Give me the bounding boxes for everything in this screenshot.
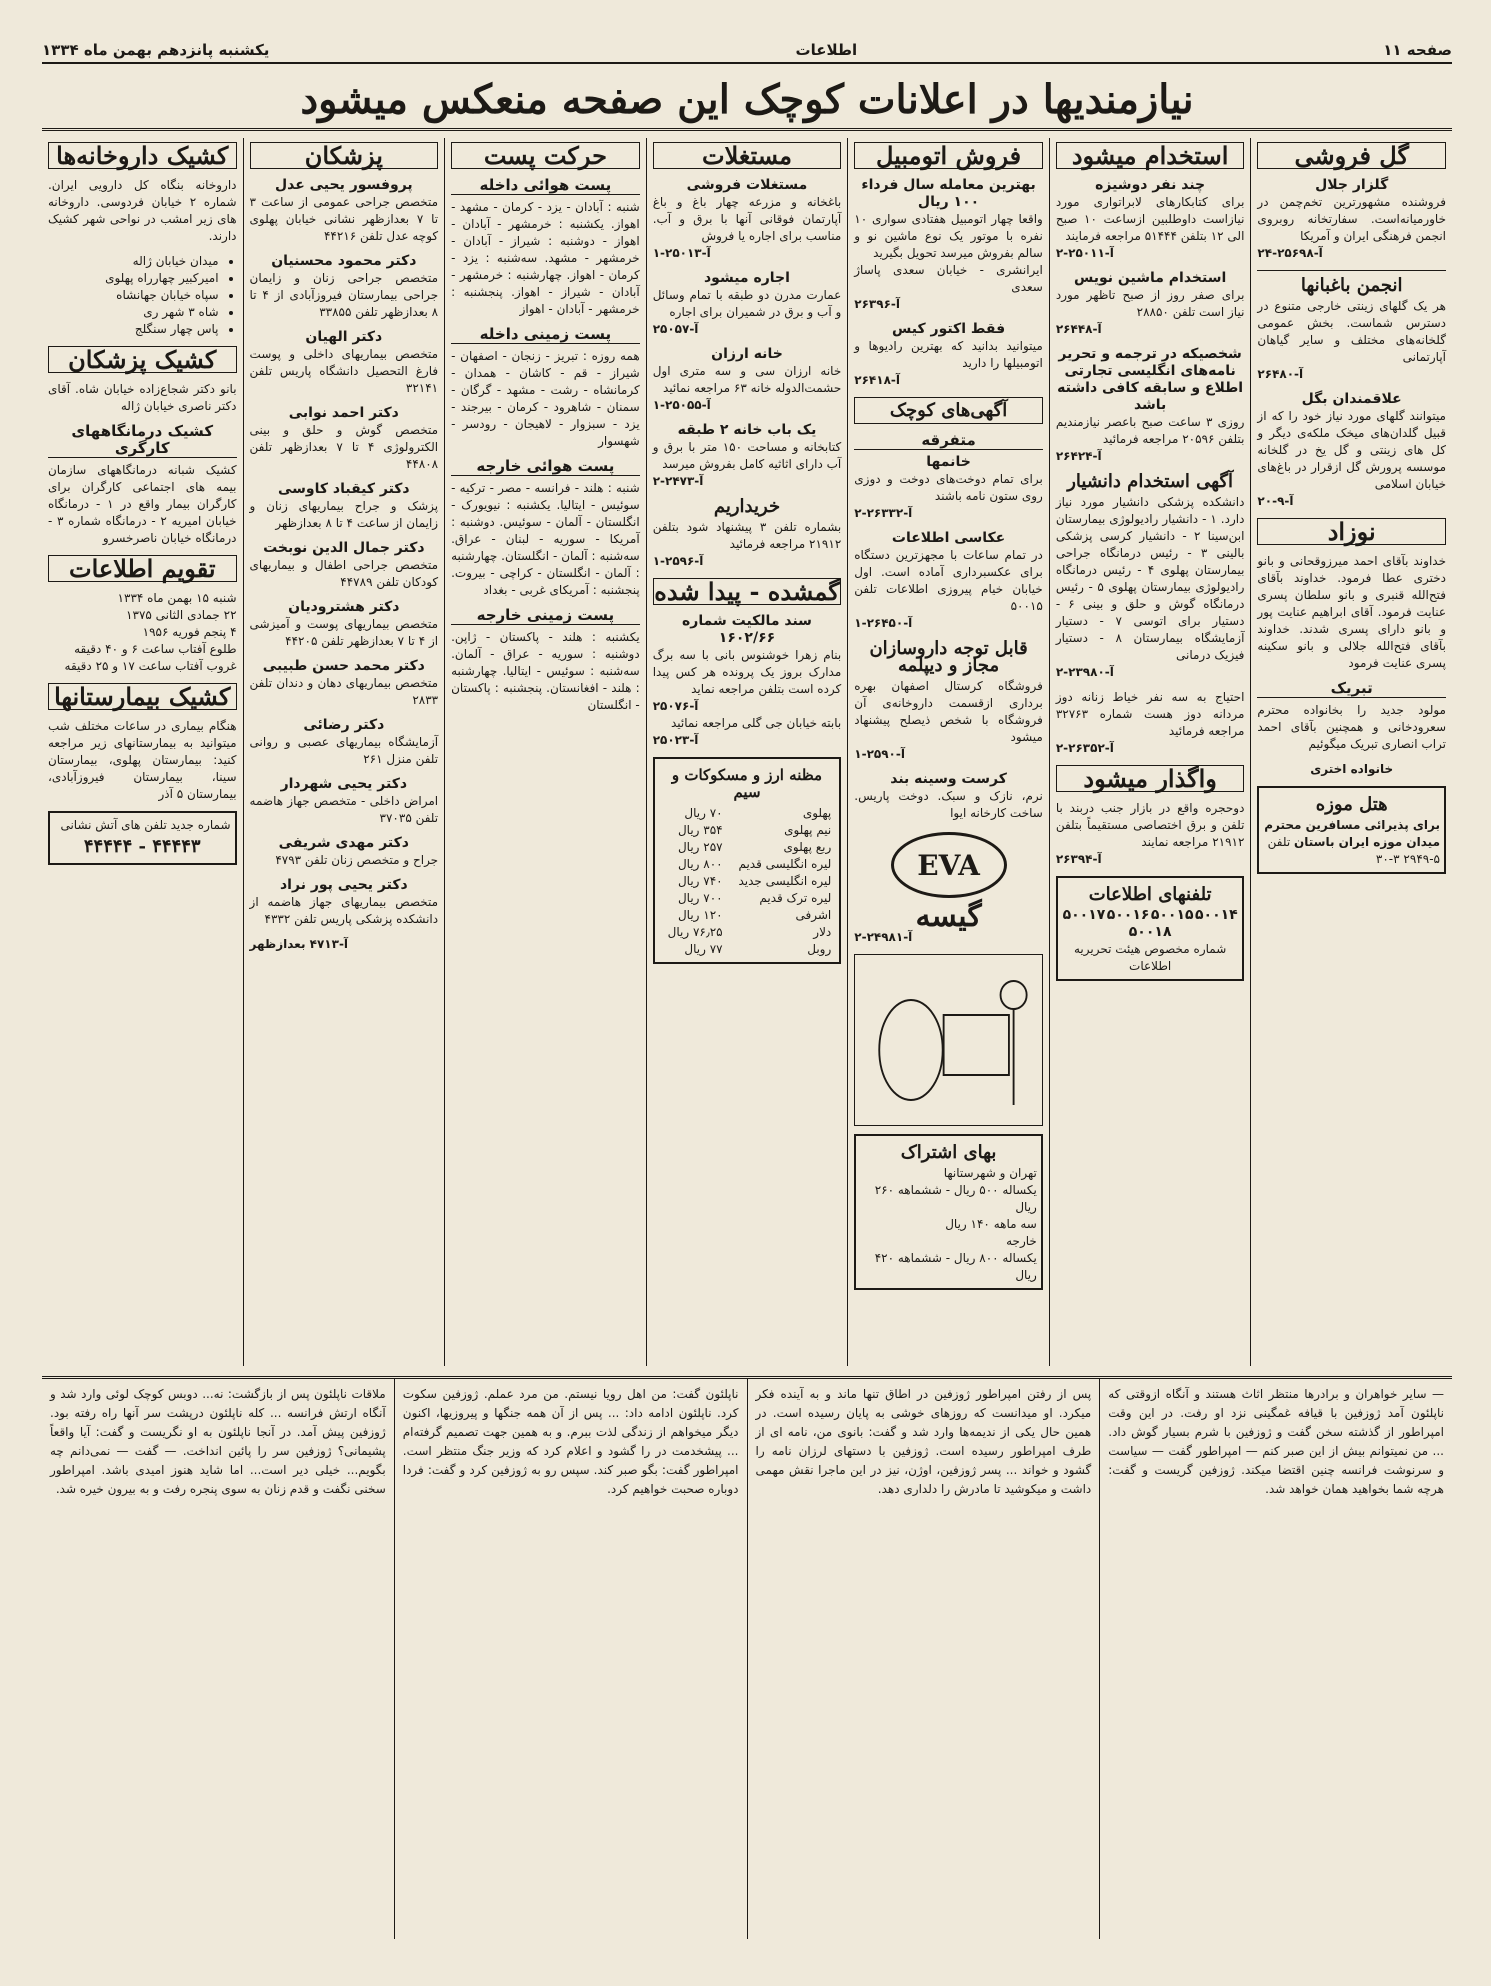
ad-body: دوحجره واقع در بازار جنب دربند با تلفن و برق اختصاصی مستقیماً بتلفن ۲۱۹۱۲ مراجعه نمایند <box>1055 801 1245 849</box>
ad: مولود جدید را بخانواده محترم سعرودخانی و همچنین بآقای احمد تراب انصاری تبریک میگوئیم <box>1257 703 1446 751</box>
ad-body: دانشکده پزشکی دانشیار مورد نیاز دارد. ۱ - دانشیار رادیولوژی بیمارستان ابن‌سینا ۲ - دانشیار کرسی پزشکی بالینی ۳ - رئیس درمانگاه جراحی بیمارستان پهلوی ۴ - رئیس درمانگاه رادیولوژی بیمارستان پهلوی ۵ - رئیس درمانگاه گوش و حلق و بینی ۶ - دستیار برای اتوسی ۷ - دستیار آزمایشگاه بیمارستان ۸ - دستیار فیزیک درمانی <box>1055 495 1245 662</box>
ad-phone: آ-۲۵۰۵۵-۱ <box>652 398 711 412</box>
ad-body: متخصص بیماریهای جهاز هاضمه از دانشکده پزشکی پاریس تلفن ۴۳۳۲ <box>249 895 439 926</box>
ad <box>854 454 1043 522</box>
ad-title: خریداریم <box>713 496 781 517</box>
ad-body: بشماره تلفن ۳ پیشنهاد شود بتلفن ۲۱۹۱۲ مراجعه فرمائید <box>652 520 842 551</box>
rate-value: ۷۶٫۲۵ ریال <box>667 925 723 939</box>
ad-phone: آ-۲۶۴۲۴ <box>1055 449 1102 463</box>
fire-phone-title: شماره جدید تلفن های آتش نشانی <box>60 818 231 832</box>
list-item: • پاس چهار سنگلج <box>48 321 219 338</box>
ad-body: هنگام بیماری در ساعات مختلف شب میتوانید به بیمارستانهای زیر مراجعه کنید: بیمارستان پهلوی، بیمارستان سینا، بیمارستان فیروزآبادی، بیمارستان ۵ آذر <box>47 719 237 801</box>
ad <box>250 405 439 473</box>
table-row <box>659 907 836 924</box>
section-title-calendar: تقویم اطلاعات <box>48 555 237 582</box>
ad-body: فروشگاه کرستال اصفهان بهره برداری ازقسمت داروخانه‌ی آن فروشگاه با شخص ذیصلح پیشنهاد میشود <box>854 679 1043 744</box>
ad-body: جراح و متخصص زنان تلفن ۴۷۹۳ <box>275 853 439 867</box>
ad-phone: آ-۲۵۰۱۳-۱ <box>652 246 711 260</box>
rate-value: ۷۰۰ ریال <box>677 891 723 905</box>
subscription-box <box>854 1134 1043 1290</box>
ad-title: اجاره میشود <box>704 270 790 286</box>
section-title-transfer: واگذار میشود <box>1056 765 1245 792</box>
ad-phone: آ-۲۶۳۹۴ <box>1055 852 1102 866</box>
ad <box>250 877 439 928</box>
table-row <box>659 856 836 873</box>
post-schedule: شنبه : هلند - فرانسه - مصر - ترکیه - سوئیس - ایتالیا. یکشنبه : نیویورک - انگلستان - آلمان - سوئیس. دوشنبه : آمریکا - سوریه - لبنان - عراق. سه‌شنبه : آلمان - انگلستان. چهارشنبه : آلمان - انگلستان - کراچی - بیروت. پنجشنبه : آمریکای غربی - بغداد <box>451 481 640 597</box>
subscription-abroad: خارجه <box>1006 1234 1037 1248</box>
issue-date: یکشنبه پانزدهم بهمن ماه ۱۳۳۴ <box>42 41 270 59</box>
phone-number: ۵۰۰۱۷ <box>1062 907 1106 923</box>
illustration-drawing <box>855 955 1042 1125</box>
table-row <box>659 890 836 907</box>
ad-body: میتوانند گلهای مورد نیاز خود را که از قبیل گلدان‌های میخک ملکه‌ی دیگر و کل های زینتی و گل یخ در گلخانه موسسه پرورش گل ازقرار در باغ‌های خیابان اسلامی <box>1257 409 1446 491</box>
ad-title: یک باب خانه ۲ طبقه <box>677 422 817 438</box>
ad-title: چند نفر دوشیزه <box>1095 177 1206 193</box>
eva-ad <box>854 771 1043 946</box>
calendar-row: شنبه ۱۵ بهمن ماه ۱۳۳۴ <box>117 591 237 605</box>
calendar-row: ۲۲ جمادی الثانی ۱۳۷۵ <box>126 608 237 622</box>
table-row <box>659 822 836 839</box>
ad <box>854 530 1043 632</box>
section-title-lost-found: گمشده - پیدا شده <box>654 577 840 606</box>
list-item: • امیرکبیر چهارراه پهلوی <box>48 270 219 287</box>
ad-phone: آ-۲۶۳۵۲-۲ <box>1055 741 1114 755</box>
ad <box>250 177 439 245</box>
ad-phone: تلفن ۵-۲۹۴۹ ۳-۳۰ <box>1267 835 1440 866</box>
rate-name: لیره انگلیسی قدیم <box>738 857 832 871</box>
ad-title: عکاسی اطلاعات <box>891 530 1006 546</box>
divider <box>1257 270 1446 271</box>
ad-phone: آ-۲۶۴۴۸ <box>1055 322 1102 336</box>
ad-body: برای پذیرائی مسافرین محترم میدان موزه ایران باستان <box>1264 818 1440 849</box>
rate-name: دلار <box>813 925 832 939</box>
ad-title: دکتر کیقباد کاوسی <box>278 481 410 497</box>
rate-value: ۱۲۰ ریال <box>677 908 723 922</box>
ad-body: متخصص بیماریهای دهان و دندان تلفن ۲۸۳۳ <box>249 676 439 707</box>
page-headline: نیازمندیها در اعلانات کوچک این صفحه منعکس میشود <box>42 72 1452 131</box>
calendar-row: ۴ پنجم فوریه ۱۹۵۶ <box>142 625 237 639</box>
fire-phone-box <box>48 811 237 865</box>
phone-list <box>1062 907 1239 941</box>
classifieds-section <box>42 138 1452 1366</box>
ad-title: بهترین معامله سال فرداء ۱۰۰ ریال <box>861 177 1036 210</box>
paper-name: اطلاعات <box>795 41 858 59</box>
rate-name: ربع پهلوی <box>783 840 832 854</box>
ad-body: آزمایشگاه بیماریهای عصبی و روانی تلفن منزل ۲۶۱ <box>249 735 439 766</box>
post-schedule: همه روزه : تبریز - زنجان - اصفهان - شیراز - قم - کاشان - همدان - کرمانشاه - رشت - مشهد - گرگان - سمنان - شاهرود - کرمان - بیرجند - یزد - سبزوار - لاهیجان - رودسر - شهسوار <box>451 349 640 448</box>
phones-title: تلفنهای اطلاعات <box>1088 884 1212 905</box>
ad-body: واقعا چهار اتومبیل هفتادی سواری ۱۰ نفره با موتور یک نوع ماشین نو و سالم بفروش میرسد تحویل بگیرید <box>854 212 1043 260</box>
ad <box>854 640 1043 763</box>
table-row <box>659 924 836 941</box>
illustration-image <box>854 954 1043 1126</box>
section-title-newborn: نوزاد <box>1257 518 1446 545</box>
ad-body: میتوانید بدانید که بهترین رادیوها و اتومبیلها را دارید <box>854 339 1043 370</box>
serial-text: ناپلئون گفت: من اهل رویا نیستم. من مرد عملم. ژوزفین سکوت کرد. ناپلئون ادامه داد: ... پس از آن همه جنگها و پیروزیها، اکنون دیگر میخواهم از زندگی لذت ببرم. و به همین جهت تصمیم گرفته‌ام ... پیشخدمت در را گشود و اعلام کرد که وزیر جنگ منتظر است. امپراطور گفت: بگو صبر کند. سپس رو به ژوزفین کرد و گفت: فردا دوباره صحبت خواهیم کرد. <box>402 1387 739 1496</box>
serial-story-section <box>42 1376 1452 1939</box>
ad-title: دکتر یحیی شهردار <box>280 776 408 792</box>
fire-phone-number: ۴۴۴۴۳ - ۴۴۴۴۴ <box>83 836 201 857</box>
ad-phone: آ-۲۴۷۳-۲ <box>652 474 704 488</box>
newspaper-page <box>42 38 1452 1958</box>
ad-title: پروفسور یحیی عدل <box>274 177 413 193</box>
ad-body: برای صفر روز از صبح تاظهر مورد نیاز است تلفن ۲۸۸۵۰ <box>1055 288 1245 319</box>
ad-phone: آ-۲۶۳۹۶ <box>854 297 900 311</box>
table-row <box>659 839 836 856</box>
ad-title: دکتر مهدی شریفی <box>278 835 409 851</box>
table-row <box>659 873 836 890</box>
ad <box>653 270 842 338</box>
column-title: استخدام میشود <box>1056 142 1245 169</box>
rate-value: ۷۰ ریال <box>684 806 723 820</box>
column-real-estate <box>646 138 848 1366</box>
rate-name: لیره ترک قدیم <box>759 891 832 905</box>
ad <box>1056 346 1245 465</box>
ad-body: پزشک و جراح بیماریهای زنان و زایمان از ساعت ۴ تا ۸ بعدازظهر <box>249 499 439 530</box>
ad-title: دکتر محمود محسنیان <box>271 253 417 269</box>
ad <box>1056 800 1245 868</box>
phone-number: ۵۰۰۱۶ <box>1106 907 1150 923</box>
column-doctors <box>243 138 445 1366</box>
column-post <box>444 138 646 1366</box>
rate-name: پهلوی <box>802 806 832 820</box>
rate-name: نیم پهلوی <box>784 823 832 837</box>
ad-title: دکتر یحیی پور نراد <box>280 877 408 893</box>
ad-body: ایرانشری - خیابان سعدی پاساژ سعدی <box>854 263 1043 294</box>
ad: خداوند بآقای احمد میرزوقحانی و بانو دختری عطا فرمود. خداوند بآقای فتح‌الله قنبری و بانو سلطان پسری عنایت فرمود. آقای ابراهیم عنایت پور و بانو دارای پسری شدند. خداوند بآقای فتح‌الله جلالی و بانو سکینه پسری عنایت فرمود <box>1257 554 1446 670</box>
post-schedule: شنبه : آبادان - یزد - کرمان - مشهد - اهواز. یکشنبه : خرمشهر - آبادان - اهواز - دوشنبه : شیراز - آبادان - خرمشهر - مشهد. سه‌شنبه : یزد - کرمان - اهواز. چهارشنبه : خرمشهر - آبادان - شیراز - اهواز. پنجشنبه : خرمشهر - آبادان - اهواز <box>451 200 640 316</box>
currency-rates-box <box>653 757 842 964</box>
section-title-greeting: تبریک <box>1257 680 1446 698</box>
ad-body: برای کتابکارهای لابراتواری مورد نیازاست داوطلبین ازساعت ۱۰ صبح الی ۱۲ بتلفن ۵۱۴۴۴ مراجعه فرمایند <box>1055 195 1245 243</box>
ad-body: متخصص گوش و حلق و بینی الکترولوژی ۴ تا ۷ بعدازظهر تلفن ۴۴۸۰۸ <box>249 423 439 471</box>
phone-number: ۵۰۰۱۵ <box>1150 907 1194 923</box>
rate-value: ۷۴۰ ریال <box>677 874 723 888</box>
ad-title: دکتر جمال الدین نوبخت <box>263 540 425 556</box>
ad-body: برای تمام دوخت‌های دوخت و دوزی روی ستون نامه باشند <box>854 472 1043 503</box>
ad <box>1257 177 1446 262</box>
ad-phone: آ-۲۵۰۷۶ <box>652 699 699 713</box>
column-employment <box>1049 138 1251 1366</box>
column-flowers <box>1250 138 1452 1366</box>
column-title: حرکت پست <box>451 142 640 169</box>
serial-column <box>42 1379 394 1939</box>
column-title: کشیک داروخانه‌ها <box>48 142 237 169</box>
ad-title: خانمها <box>926 454 971 470</box>
ad <box>653 498 842 570</box>
ad-title: مستغلات فروشی <box>686 177 808 193</box>
column-pharmacies <box>42 138 243 1366</box>
ad-phone: آ-۲۵۰۵۷ <box>652 322 699 336</box>
column-title: مستغلات <box>653 142 842 169</box>
ad-body: متخصص جراحی زنان و زایمان جراحی بیمارستان فیروزآبادی از ۴ تا ۸ بعدازظهر تلفن ۳۳۸۵۵ <box>249 271 439 319</box>
ad-title: گلزار جلال <box>1315 177 1389 193</box>
section-title-misc: متفرقه <box>854 432 1043 450</box>
ad <box>653 346 842 414</box>
ad-body: باغخانه و مزرعه چهار باغ و باغ آپارتمان فوقانی آنها با برق و آب. مناسب برای اجاره یا فروش <box>652 195 842 243</box>
ad-phone: آ-۲۶۳۳۲-۲ <box>854 506 913 520</box>
serial-text: ملاقات ناپلئون پس از بازگشت: نه... دوبس کوچک لوئی وارد شد و آنگاه ارتش فرانسه ... کله ناپلئون درپشت سر آنها راه رفته بود. ژوزفین پیش آمد. در آنجا ناپلئون به او نگریست و گفت: آیا واقعاً پشیمانی؟ ژوزفین سر را پائین انداخت. — گفت — نمی‌دانم چه بگویم... خیلی دیر است... اما شاید هنوز امیدی باشد. امپراطور سخنی نگفت و قدم زنان به سوی پنجره رفت و به بیرون خیره شد. <box>50 1387 386 1496</box>
ad <box>250 253 439 321</box>
ad-body: متخصص جراحی اطفال و بیماریهای کودکان تلفن ۴۴۷۸۹ <box>249 558 439 589</box>
rate-value: ۳۵۴ ریال <box>677 823 723 837</box>
ad-title: خانه ارزان <box>711 346 783 362</box>
section-title-doctors-on-call: کشیک پزشکان <box>48 346 237 373</box>
ad-body: روزی ۳ ساعت صبح باعصر نیازمندیم بتلفن ۲۰۵۹۶ مراجعه فرمائید <box>1055 415 1245 446</box>
calendar-row: طلوع آفتاب ساعت ۶ و ۴۰ دقیقه <box>74 642 237 656</box>
subscription-row: یکساله ۸۰۰ ریال - ششماهه ۴۲۰ ریال <box>874 1251 1037 1282</box>
rate-name: لیره انگلیسی جدید <box>738 874 832 888</box>
serial-text: پس از رفتن امپراطور ژوزفین در اطاق تنها ماند و به آینده فکر میکرد. او میدانست که روزهای خوشی به پایان رسیده است. در همین حال یکی از ندیمه‌ها وارد شد و گفت: بانوی من، نامه ای از طرف امپراطور رسیده است. ژوزفین با دستهای لرزان نامه را گشود و خواند ... پسر ژوزفین، اوژن، نیز در این ماجرا نقش مهمی داشت و میکوشید تا مادرش را دلداری دهد. <box>755 1387 1092 1496</box>
ad-body: بانو دکتر شجاع‌زاده خیابان شاه. آقای دکتر ناصری خیابان ژاله <box>47 382 237 413</box>
serial-column <box>747 1379 1100 1939</box>
subscription-title: بهای اشتراک <box>900 1142 997 1163</box>
subscription-row: سه ماهه ۱۴۰ ریال <box>945 1217 1037 1231</box>
eva-brand: گیسه <box>915 899 982 934</box>
list-item: • میدان خیابان ژاله <box>48 253 219 270</box>
ad <box>854 321 1043 389</box>
section-title: پست هوائی داخله <box>451 177 640 195</box>
ad-phone: آ-۹-۲۰ <box>1257 494 1294 508</box>
rate-value: ۷۷ ریال <box>684 942 723 956</box>
ad-title: علاقمندان بگل <box>1301 391 1402 407</box>
column-cars <box>847 138 1049 1366</box>
ad-title: دکتر محمد حسن طبیبی <box>262 658 425 674</box>
rate-value: ۲۵۷ ریال <box>677 840 723 854</box>
ad <box>250 658 439 709</box>
ad-phone: آ-۲۵۰۱۱-۲ <box>1055 246 1114 260</box>
rates-title: مظنه ارز و مسکوکات و سیم <box>671 766 823 801</box>
phones-box <box>1056 876 1245 981</box>
ad <box>1056 689 1245 757</box>
ad-phone: آ-۲۵۶۹۸-۲۴ <box>1257 246 1323 260</box>
ad-body: فروشنده مشهورترین تخم‌چمن در خاورمیانه‌است. سفارتخانه روبروی انجمن فرهنگی ایران و آمریکا <box>1257 195 1446 243</box>
ad-signature: آ-۴۷۱۳ بعدازظهر <box>249 937 349 951</box>
ad-phone: آ-۲۳۹۸۰-۲ <box>1055 665 1114 679</box>
ad <box>653 177 842 262</box>
column-title: گل فروشی <box>1257 142 1446 169</box>
calendar <box>48 590 237 675</box>
ad-title: دکتر هشترودیان <box>288 599 400 615</box>
ad <box>250 481 439 532</box>
page-number: صفحه ۱۱ <box>1383 41 1452 59</box>
ad-body: متخصص جراحی عمومی از ساعت ۳ تا ۷ بعدازظهر نشانی خیابان پهلوی کوچه عدل تلفن ۴۴۲۱۶ <box>249 195 439 243</box>
ad-phone: آ-۲۴۹۸۱-۲ <box>854 930 913 944</box>
ad-body: خانه ارزان سی و سه متری اول حشمت‌الدوله خانه ۶۳ مراجعه نمائید <box>652 364 842 395</box>
ad-body: متخصص بیماریهای داخلی و پوست فارغ التحصیل دانشگاه پاریس تلفن ۳۲۱۴۱ <box>249 347 439 395</box>
ad <box>250 835 439 869</box>
ad <box>854 177 1043 313</box>
ad <box>653 422 842 490</box>
ad-body: متخصص بیماریهای پوست و آمیزشی از ۴ تا ۷ بعدازظهر تلفن ۴۴۲۰۵ <box>249 617 439 648</box>
ad <box>1257 277 1446 383</box>
rate-value: ۸۰۰ ریال <box>677 857 723 871</box>
ad <box>250 540 439 591</box>
ad-body: کشیک شبانه درمانگاههای سازمان بیمه های اجتماعی کارگران برای کارگران بیمار واقع در ۱ - درمانگاه خیابان امیریه ۲ - درمانگاه شماره ۳ - درمانگاه خیابان ناصرخسرو <box>47 463 237 545</box>
ad <box>1056 270 1245 338</box>
ad-title: فقط اکتور کیس <box>891 321 1006 337</box>
rates-table <box>659 805 836 958</box>
ad-title: آگهی استخدام دانشیار <box>1067 471 1234 492</box>
ad-body: احتیاج به سه نفر خیاط زنانه دوز مردانه دوز هست شماره ۳۲۷۶۳ مراجعه فرمائید <box>1055 690 1245 738</box>
ad-title: انجمن باغبانها <box>1300 275 1403 296</box>
ad-phone: آ-۲۵۰۲۳ <box>652 733 699 747</box>
section-title: پست هوائی خارجه <box>451 458 640 476</box>
section-title-hospitals: کشیک بیمارستانها <box>48 683 237 710</box>
ad-body: کتابخانه و مساحت ۱۵۰ متر با برق و آب دارای اثاثیه کامل بفروش میرسد <box>652 440 842 471</box>
ad-phone: آ-۲۶۴۱۸ <box>854 373 900 387</box>
list-item: • سپاه خیابان جهانشاه <box>48 287 219 304</box>
ad-signature: خانواده اختری <box>1310 762 1394 776</box>
ad-title: سند مالکیت شماره ۱۶۰۲/۶۶ <box>682 613 812 646</box>
pharmacy-list <box>48 253 237 338</box>
ad-title: استخدام ماشین نویس <box>1073 270 1227 286</box>
phone-number: ۵۰۰۱۴ <box>1194 907 1238 923</box>
serial-text: — سایر خواهران و برادرها منتظر اثاث هستند و آنگاه ازوقتی که ناپلئون آمد ژوزفین با قیافه غمگینی نزد او رفت. در این وقت امپراطور از گذشته سخن گفت و ژوزفین با شرم بسیار گوش داد. ... من نمیتوانم بیش از این صبر کنم — امپراطور گفت — سیاست و سرنوشت فرانسه چنین اقتضا میکند. ژوزفین گریست و گفت: هرچه شما بخواهید همان خواهد شد. <box>1108 1387 1444 1496</box>
ad-phone: آ-۲۵۹۰-۱ <box>854 747 905 761</box>
ad-phone: آ-۲۶۴۸۰ <box>1257 367 1304 381</box>
ad <box>1056 177 1245 262</box>
serial-column <box>394 1379 747 1939</box>
ad <box>250 329 439 397</box>
section-title: پست زمینی خارجه <box>451 607 640 625</box>
ad-phone: آ-۲۶۴۵۰-۱ <box>854 616 913 630</box>
ad-body: هر یک گلهای زینتی خارجی متنوع در دسترس شماست. بخش عمومی گلخانه‌های مختلف و سایر گیاهان آپارتمانی <box>1257 299 1446 364</box>
hotel-ad <box>1257 786 1446 874</box>
phones-note: شماره مخصوص هیئت تحریریه اطلاعات <box>1074 942 1227 973</box>
ad-title: کرست وسینه بند <box>890 771 1007 787</box>
ad <box>653 613 842 749</box>
page-header <box>42 38 1452 64</box>
ad-body: نرم، نازک و سبک. دوخت پاریس. ساخت کارخانه ایوا <box>854 789 1043 820</box>
ad-body: در تمام ساعات با مجهزترین دستگاه برای عکسبرداری آماده است. اول خیابان خیام پیروزی اطلاعات تلفن ۵۰۰۱۵ <box>854 548 1043 613</box>
ad-title: شخصیکه در ترجمه و تحریر نامه‌های انگلیسی تجارتی اطلاع و سابقه کافی داشته باشد <box>1057 346 1244 413</box>
ad-body: عمارت مدرن دو طبقه با تمام وسائل و آب و برق در شمیران برای اجاره <box>652 288 842 319</box>
ad <box>250 776 439 827</box>
ad-body: بابته خیابان جی گلی مراجعه نمائید <box>670 716 842 730</box>
table-row <box>659 941 836 958</box>
serial-column <box>1099 1379 1452 1939</box>
ad <box>1257 391 1446 510</box>
rate-name: روبل <box>807 942 832 956</box>
ad-title: دکتر احمد نوابی <box>288 405 399 421</box>
column-title: پزشکان <box>250 142 439 169</box>
rate-name: اشرفی <box>795 908 832 922</box>
phone-number: ۵۰۰۱۸ <box>1128 924 1172 940</box>
calendar-row: غروب آفتاب ساعت ۱۷ و ۲۵ دقیقه <box>64 659 237 673</box>
ad-title: دکتر الهیان <box>305 329 383 345</box>
eva-logo: EVA <box>891 832 1007 898</box>
subscription-place: تهران و شهرستانها <box>943 1166 1037 1180</box>
ad <box>250 599 439 650</box>
ad <box>1056 473 1245 681</box>
table-row <box>659 805 836 822</box>
section-title-labor-clinics: کشیک درمانگاههای کارگری <box>48 423 237 458</box>
post-schedule: یکشنبه : هلند - پاکستان - ژاپن. دوشنبه : سوریه - عراق - آلمان. سه‌شنبه : سوئیس - ایتالیا. چهارشنبه : هلند - افغانستان. پنجشنبه : پاکستان - انگلستان <box>451 630 640 712</box>
ad-body: امراض داخلی - متخصص جهاز هاضمه تلفن ۳۷۰۳۵ <box>249 794 439 825</box>
column-title: فروش اتومبیل <box>854 142 1043 169</box>
ad-body: داروخانه بنگاه کل دارویی ایران. شماره ۲ خیابان فردوسی. داروخانه های زیر امشب در نواحی شهر کشیک دارند. <box>47 178 237 243</box>
ad-title: هتل موزه <box>1315 794 1388 815</box>
ad <box>250 717 439 768</box>
subscription-row: یکساله ۵۰۰ ریال - ششماهه ۲۶۰ ریال <box>874 1183 1037 1214</box>
list-item: • شاه ۳ شهر ری <box>48 304 219 321</box>
ad-title: قابل توجه داروسازان مجاز و دیپلمه <box>869 638 1028 676</box>
ad-phone: آ-۲۵۹۶-۱ <box>652 554 704 568</box>
ad-title: دکتر رضائی <box>303 717 385 733</box>
section-title-small-ads: آگهی‌های کوچک <box>854 397 1043 424</box>
section-title: پست زمینی داخله <box>451 326 640 344</box>
ad-body: بنام زهرا خوشنوس بانی با سه برگ مدارک بروز یک پرونده هر کس پیدا کرده است بتلفن مراجعه نماید <box>652 648 842 696</box>
